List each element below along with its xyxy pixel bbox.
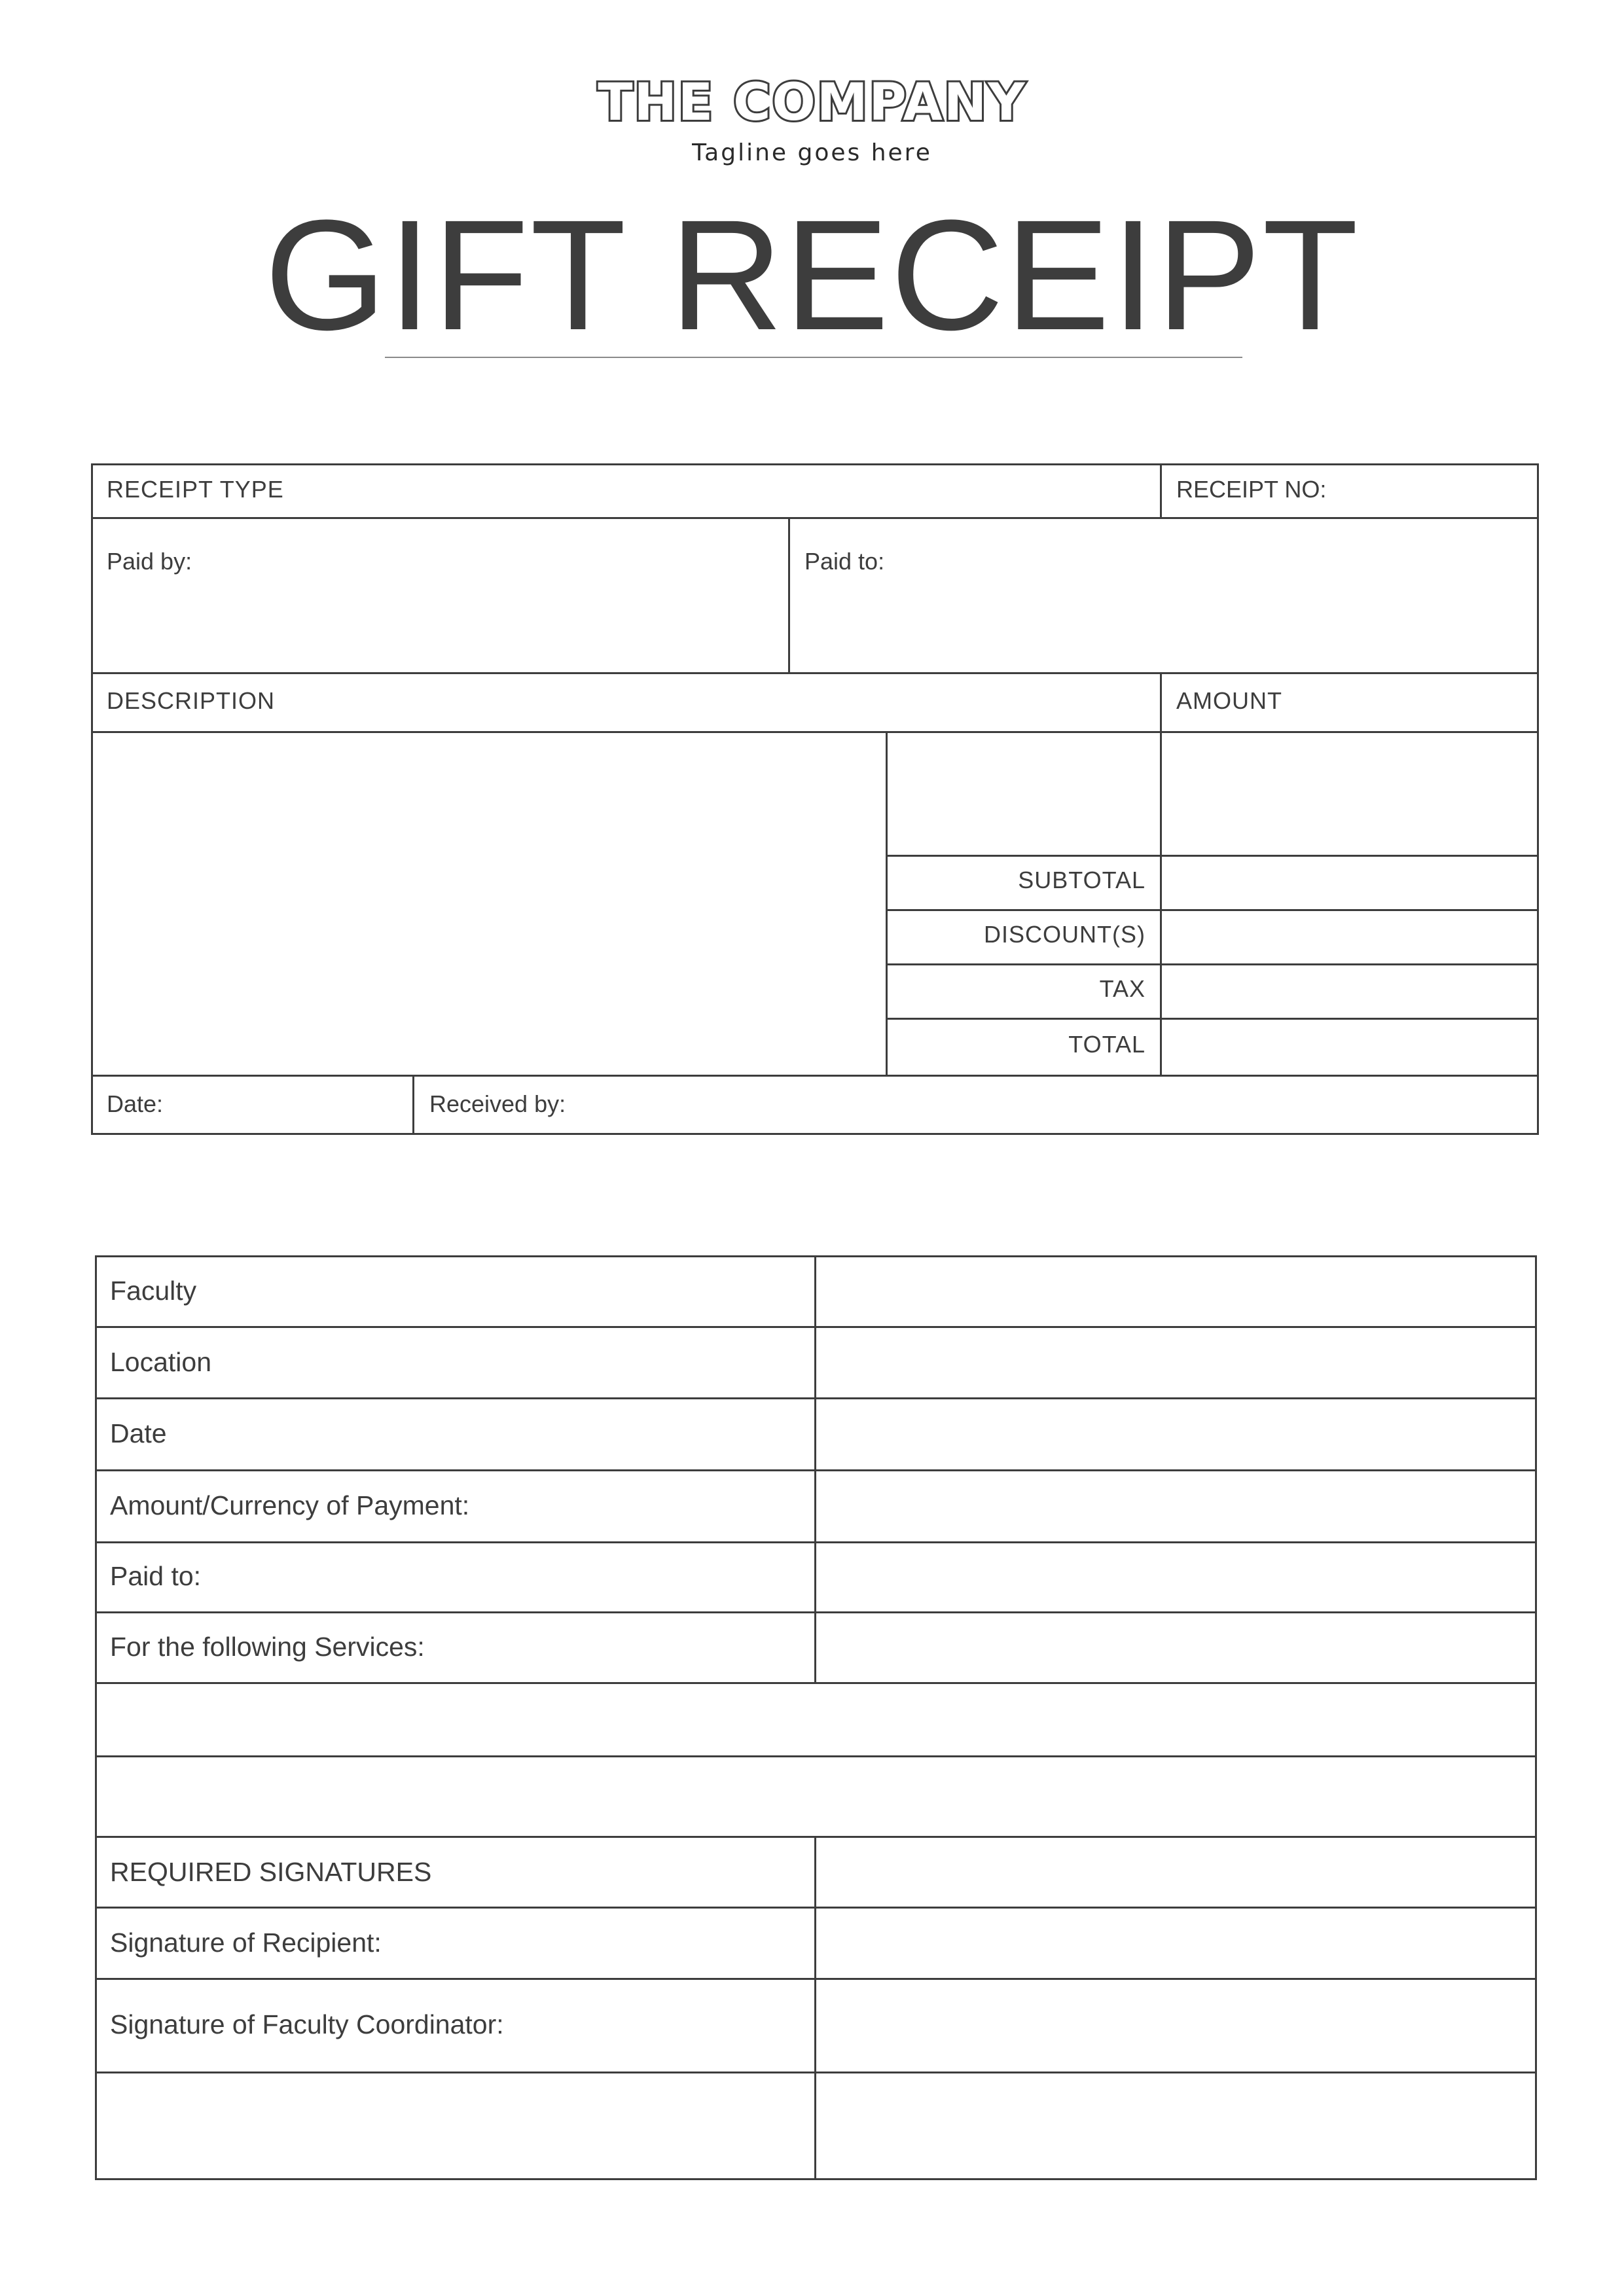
services-line-1[interactable] xyxy=(97,1684,1535,1755)
receipt-type-label: RECEIPT TYPE xyxy=(107,476,284,503)
extra-left-field[interactable] xyxy=(97,2073,814,2178)
divider xyxy=(1535,1255,1537,2180)
subtotal-field[interactable] xyxy=(1162,857,1537,909)
recipient-signature-field[interactable] xyxy=(816,1909,1535,1978)
tax-field[interactable] xyxy=(1162,965,1537,1018)
tax-label: TAX xyxy=(1099,975,1146,1002)
amount-currency-field[interactable] xyxy=(816,1471,1535,1541)
discounts-field[interactable] xyxy=(1162,911,1537,963)
location-field[interactable] xyxy=(816,1328,1535,1397)
paid-by-field[interactable] xyxy=(93,519,788,672)
divider xyxy=(91,672,1539,674)
faculty-label: Faculty xyxy=(110,1276,197,1306)
paid-to-row-label: Paid to: xyxy=(110,1561,202,1591)
divider xyxy=(886,731,888,1077)
required-signatures-label: REQUIRED SIGNATURES xyxy=(110,1857,432,1887)
discounts-label: DISCOUNT(S) xyxy=(984,921,1146,948)
receipt-no-label: RECEIPT NO: xyxy=(1176,476,1327,503)
received-by-label: Received by: xyxy=(429,1090,566,1117)
item-amount-field[interactable] xyxy=(1162,733,1537,855)
paid-to-field[interactable] xyxy=(790,519,1537,672)
amount-label: AMOUNT xyxy=(1176,687,1282,714)
paid-to-label: Paid to: xyxy=(804,548,885,575)
document-title: GIFT RECEIPT xyxy=(264,187,1360,363)
company-tagline: Tagline goes here xyxy=(692,139,932,166)
date-value-field[interactable] xyxy=(816,1399,1535,1469)
extra-right-field[interactable] xyxy=(816,2073,1535,2178)
services-line-2[interactable] xyxy=(97,1757,1535,1836)
date-label: Date: xyxy=(107,1090,164,1117)
received-by-field[interactable] xyxy=(414,1077,1537,1133)
required-signatures-field[interactable] xyxy=(816,1838,1535,1907)
description-label: DESCRIPTION xyxy=(107,687,276,714)
title-underline xyxy=(385,357,1242,358)
coordinator-signature-field[interactable] xyxy=(816,1980,1535,2072)
paid-by-label: Paid by: xyxy=(107,548,192,575)
date-row-label: Date xyxy=(110,1418,167,1448)
divider xyxy=(91,1133,1539,1135)
services-label: For the following Services: xyxy=(110,1632,425,1662)
coordinator-signature-label: Signature of Faculty Coordinator: xyxy=(110,2009,504,2039)
services-field[interactable] xyxy=(816,1613,1535,1682)
recipient-signature-label: Signature of Recipient: xyxy=(110,1928,382,1958)
total-field[interactable] xyxy=(1162,1020,1537,1075)
paid-to-value-field[interactable] xyxy=(816,1543,1535,1611)
divider xyxy=(1537,463,1539,1135)
amount-currency-label: Amount/Currency of Payment: xyxy=(110,1490,470,1520)
total-label: TOTAL xyxy=(1068,1031,1146,1058)
description-field[interactable] xyxy=(93,733,886,1075)
faculty-field[interactable] xyxy=(816,1257,1535,1326)
location-label: Location xyxy=(110,1347,212,1377)
company-name: THE COMPANY xyxy=(598,73,1026,132)
subtotal-label: SUBTOTAL xyxy=(1018,867,1146,893)
